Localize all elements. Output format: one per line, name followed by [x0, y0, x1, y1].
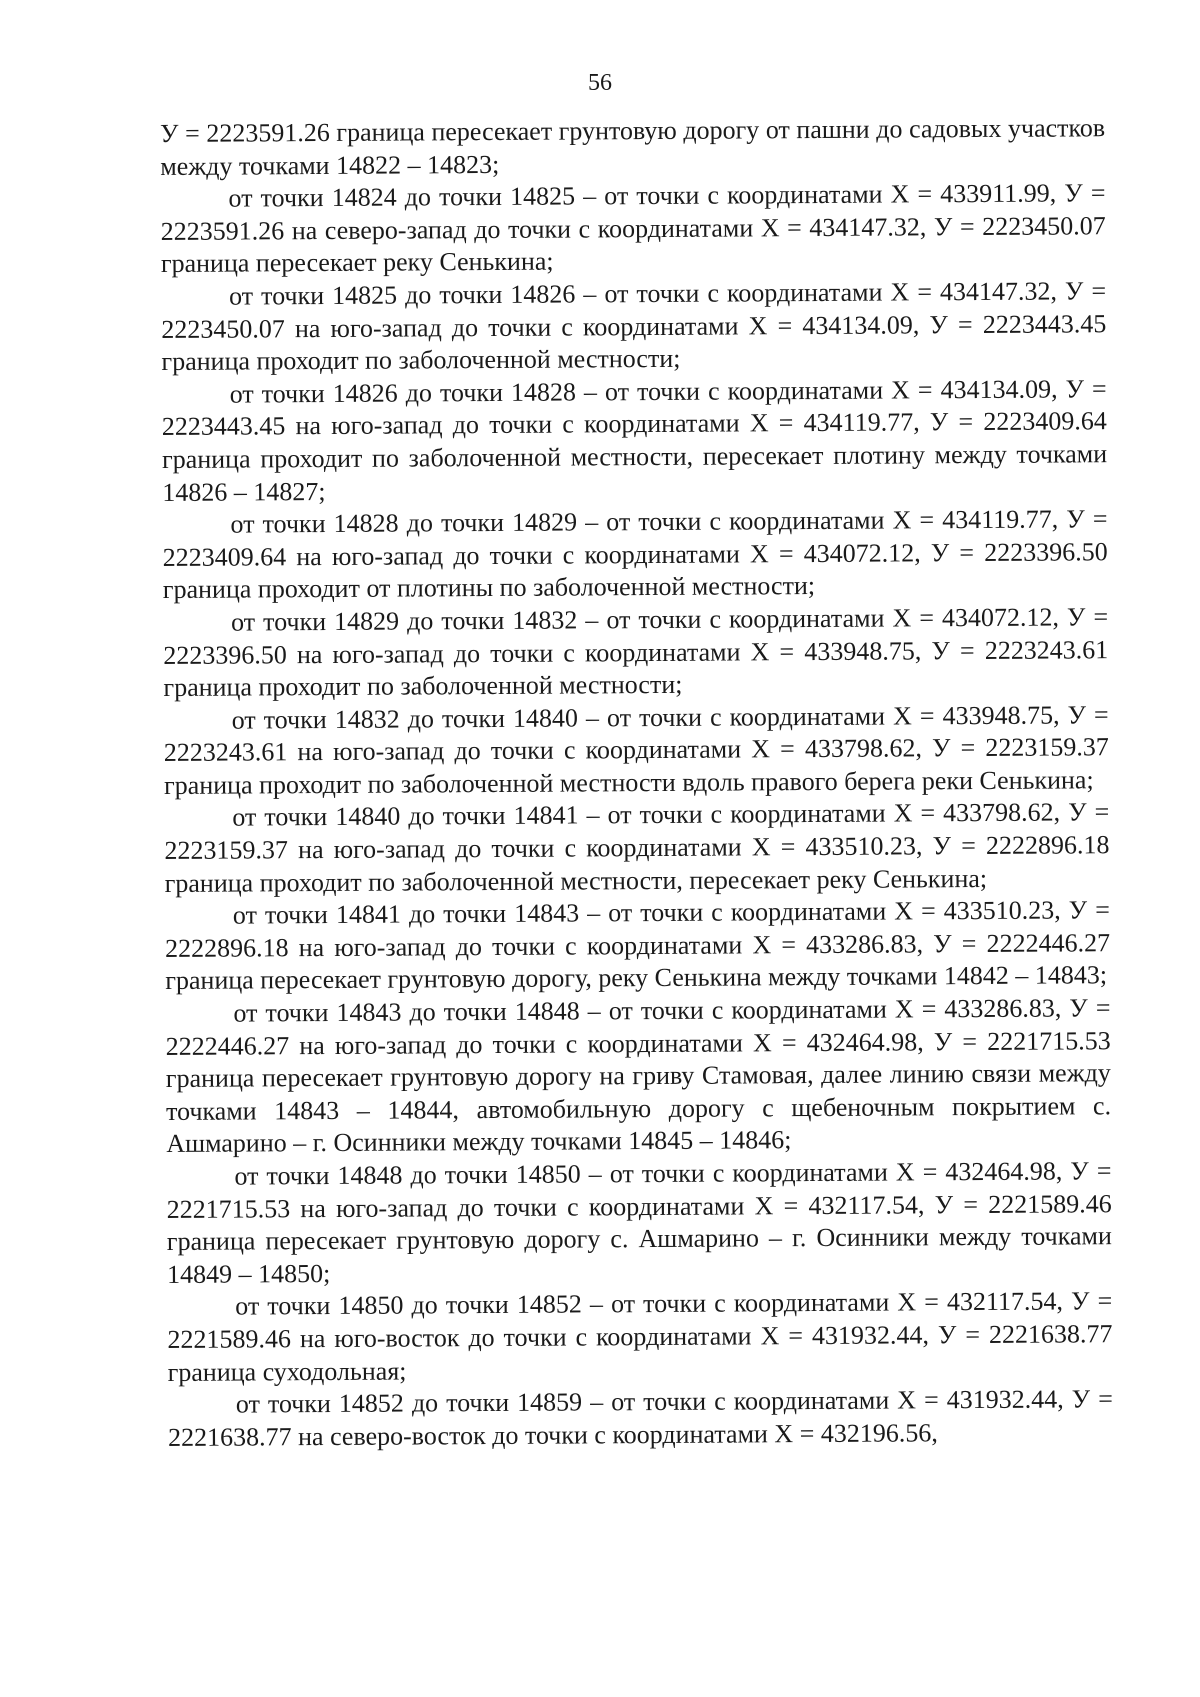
- document-body: [160, 112, 1113, 1454]
- paragraph-segment-14850-14852: от точки 14850 до точки 14852 – от точки с координатами Х = 432117.54, У = 2221589.46 на юго-восток до точки с координатами Х = 431932.44, У = 2221638.77 граница суходольная;: [167, 1286, 1113, 1387]
- paragraph-segment-14828-14829: от точки 14828 до точки 14829 – от точки с координатами Х = 434119.77, У = 2223409.64 на юго-запад до точки с координатами Х = 434072.12, У = 2223396.50 граница проходит от плотины по заболоченной местности;: [162, 504, 1108, 605]
- paragraph-segment-14840-14841: от точки 14840 до точки 14841 – от точки с координатами Х = 433798.62, У = 2223159.37 на юго-запад до точки с координатами Х = 433510.23, У = 2222896.18 граница проходит по заболоченной местности, пересекает реку Сенькина;: [164, 797, 1110, 898]
- paragraph-segment-14841-14843: от точки 14841 до точки 14843 – от точки с координатами Х = 433510.23, У = 2222896.18 на юго-запад до точки с координатами Х = 433286.83, У = 2222446.27 граница пересекает грунтовую дорогу, реку Сенькина между точками 14842 – 14843;: [164, 895, 1111, 996]
- paragraph-segment-14829-14832: от точки 14829 до точки 14832 – от точки с координатами Х = 434072.12, У = 2223396.50 на юго-запад до точки с координатами Х = 433948.75, У = 2223243.61 граница проходит по заболоченной местности;: [163, 602, 1109, 703]
- paragraph-segment-14848-14850: от точки 14848 до точки 14850 – от точки с координатами Х = 432464.98, У = 2221715.53 на юго-запад до точки с координатами Х = 432117.54, У = 2221589.46 граница пересекает грунтовую дорогу с. Ашмарино – г. Осинники между точками 14849 – 14850;: [166, 1156, 1112, 1289]
- paragraph-continuation: У = 2223591.26 граница пересекает грунтовую дорогу от пашни до садовых участков между точками 14822 – 14823;: [160, 113, 1106, 181]
- page-number: 56: [588, 70, 612, 96]
- paragraph-segment-14824-14825: от точки 14824 до точки 14825 – от точки с координатами Х = 433911.99, У = 2223591.26 на северо-запад до точки с координатами Х = 434147.32, У = 2223450.07 граница пересекает реку Сенькина;: [160, 178, 1106, 279]
- paragraph-segment-14826-14828: от точки 14826 до точки 14828 – от точки с координатами Х = 434134.09, У = 2223443.45 на юго-запад до точки с координатами Х = 434119.77, У = 2223409.64 граница проходит по заболоченной местности, пересекает плотину между точками 14826 – 14827;: [161, 373, 1108, 507]
- paragraph-segment-14843-14848: от точки 14843 до точки 14848 – от точки с координатами Х = 433286.83, У = 2222446.27 на юго-запад до точки с координатами Х = 432464.98, У = 2221715.53 граница пересекает грунтовую дорогу на гриву Стамовая, далее линию связи между точками 14843 – 14844, автомобильную дорогу с щебеночным покрытием с. Ашмарино – г. Осинники между точками 14845 – 14846;: [165, 993, 1112, 1159]
- paragraph-segment-14832-14840: от точки 14832 до точки 14840 – от точки с координатами Х = 433948.75, У = 2223243.61 на юго-запад до точки с координатами Х = 433798.62, У = 2223159.37 граница проходит по заболоченной местности вдоль правого берега реки Сенькина;: [163, 699, 1109, 800]
- paragraph-segment-14825-14826: от точки 14825 до точки 14826 – от точки с координатами Х = 434147.32, У = 2223450.07 на юго-запад до точки с координатами Х = 434134.09, У = 2223443.45 граница проходит по заболоченной местности;: [161, 276, 1107, 377]
- paragraph-segment-14852-14859: от точки 14852 до точки 14859 – от точки с координатами Х = 431932.44, У = 2221638.77 на северо-восток до точки с координатами Х = 432196.56,: [167, 1384, 1113, 1452]
